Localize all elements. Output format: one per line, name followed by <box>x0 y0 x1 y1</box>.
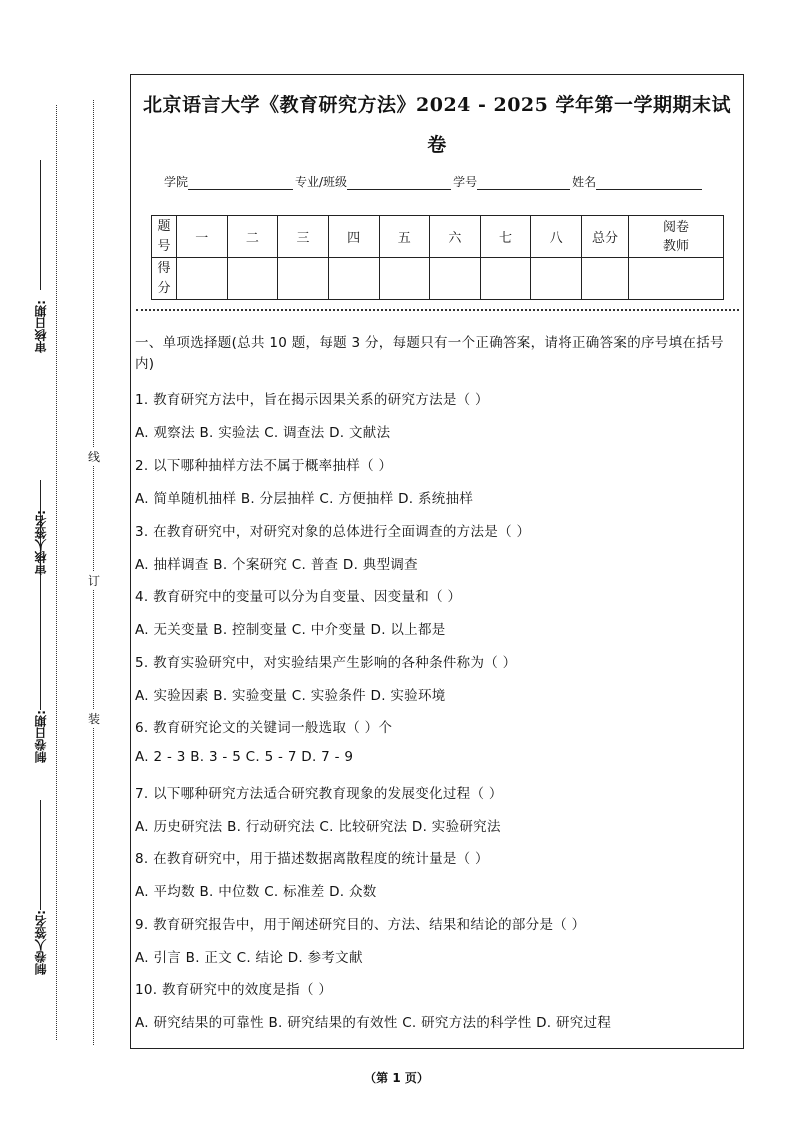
col-3: 三 <box>278 216 329 258</box>
student-info-row <box>164 173 724 190</box>
section-separator <box>136 309 739 311</box>
major-field[interactable] <box>347 175 451 190</box>
col-reviewer: 阅卷 教师 <box>629 216 724 258</box>
col-8: 八 <box>531 216 582 258</box>
options-4: A. 无关变量 B. 控制变量 C. 中介变量 D. 以上都是 <box>135 622 446 638</box>
score-cell-reviewer[interactable] <box>629 258 724 300</box>
name-field[interactable] <box>596 175 702 190</box>
question-5: 5. 教育实验研究中，对实验结果产生影响的各种条件称为（ ） <box>135 655 517 671</box>
header-label-cell: 题 号 <box>152 216 177 258</box>
score-cell-2[interactable] <box>227 258 278 300</box>
score-cell-7[interactable] <box>480 258 531 300</box>
col-6: 六 <box>430 216 481 258</box>
score-cell-6[interactable] <box>430 258 481 300</box>
col-1: 一 <box>177 216 228 258</box>
score-table-score-row <box>152 258 724 300</box>
student-id-field[interactable] <box>477 175 570 190</box>
maker-sign-line <box>40 800 41 910</box>
score-label-cell: 得 分 <box>152 258 177 300</box>
question-1: 1. 教育研究方法中，旨在揭示因果关系的研究方法是（ ） <box>135 392 489 408</box>
score-cell-1[interactable] <box>177 258 228 300</box>
options-5: A. 实验因素 B. 实验变量 C. 实验条件 D. 实验环境 <box>135 688 446 704</box>
col-5: 五 <box>379 216 430 258</box>
exam-title-line2: 卷 <box>427 134 447 156</box>
outer-dotted-line <box>56 105 57 1040</box>
question-2: 2. 以下哪种抽样方法不属于概率抽样（ ） <box>135 458 393 474</box>
reviewer-sign-label: 审核人签名: <box>34 510 48 575</box>
gutter-char-ding: 订 <box>87 574 100 588</box>
question-7: 7. 以下哪种研究方法适合研究教育现象的发展变化过程（ ） <box>135 786 503 802</box>
score-cell-4[interactable] <box>328 258 379 300</box>
page-number: （第 1 页） <box>364 1071 429 1085</box>
review-date-label: 审核日期: <box>34 300 48 353</box>
score-cell-5[interactable] <box>379 258 430 300</box>
name-label: 姓名 <box>572 175 597 189</box>
college-field[interactable] <box>188 175 293 190</box>
col-7: 七 <box>480 216 531 258</box>
make-date-label: 制卷日期: <box>34 710 48 763</box>
question-4: 4. 教育研究中的变量可以分为自变量、因变量和（ ） <box>135 589 462 605</box>
col-4: 四 <box>328 216 379 258</box>
score-cell-total[interactable] <box>582 258 629 300</box>
college-label: 学院 <box>164 175 189 189</box>
options-6: A. 2 - 3 B. 3 - 5 C. 5 - 7 D. 7 - 9 <box>135 749 354 765</box>
student-id-label: 学号 <box>453 175 478 189</box>
options-2: A. 简单随机抽样 B. 分层抽样 C. 方便抽样 D. 系统抽样 <box>135 491 474 507</box>
question-10: 10. 教育研究中的效度是指（ ） <box>135 982 333 998</box>
options-3: A. 抽样调查 B. 个案研究 C. 普查 D. 典型调查 <box>135 557 418 573</box>
options-8: A. 平均数 B. 中位数 C. 标准差 D. 众数 <box>135 884 377 900</box>
score-table-header-row <box>152 216 724 258</box>
gutter-char-xian: 线 <box>87 450 100 464</box>
options-9: A. 引言 B. 正文 C. 结论 D. 参考文献 <box>135 950 363 966</box>
col-total: 总分 <box>582 216 629 258</box>
maker-sign-label: 制卷人签名: <box>34 910 48 975</box>
question-9: 9. 教育研究报告中，用于阐述研究目的、方法、结果和结论的部分是（ ） <box>135 917 586 933</box>
exam-title-line1: 北京语言大学《教育研究方法》2024 - 2025 学年第一学期期末试 <box>143 94 731 116</box>
score-cell-8[interactable] <box>531 258 582 300</box>
options-7: A. 历史研究法 B. 行动研究法 C. 比较研究法 D. 实验研究法 <box>135 819 501 835</box>
review-date-line <box>40 160 41 290</box>
question-3: 3. 在教育研究中，对研究对象的总体进行全面调查的方法是（ ） <box>135 524 531 540</box>
section-intro: 一、单项选择题(总共 10 题，每题 3 分，每题只有一个正确答案，请将正确答案的序号填在括号内) <box>135 335 724 372</box>
major-label: 专业/班级 <box>295 175 348 189</box>
question-8: 8. 在教育研究中，用于描述数据离散程度的统计量是（ ） <box>135 851 489 867</box>
score-cell-3[interactable] <box>278 258 329 300</box>
make-date-line <box>40 600 41 710</box>
options-1: A. 观察法 B. 实验法 C. 调查法 D. 文献法 <box>135 425 391 441</box>
score-table <box>151 215 724 300</box>
question-6: 6. 教育研究论文的关键词一般选取（ ）个 <box>135 720 393 736</box>
options-10: A. 研究结果的可靠性 B. 研究结果的有效性 C. 研究方法的科学性 D. 研究过程 <box>135 1015 612 1031</box>
gutter-char-zhuang: 装 <box>87 712 100 726</box>
col-2: 二 <box>227 216 278 258</box>
